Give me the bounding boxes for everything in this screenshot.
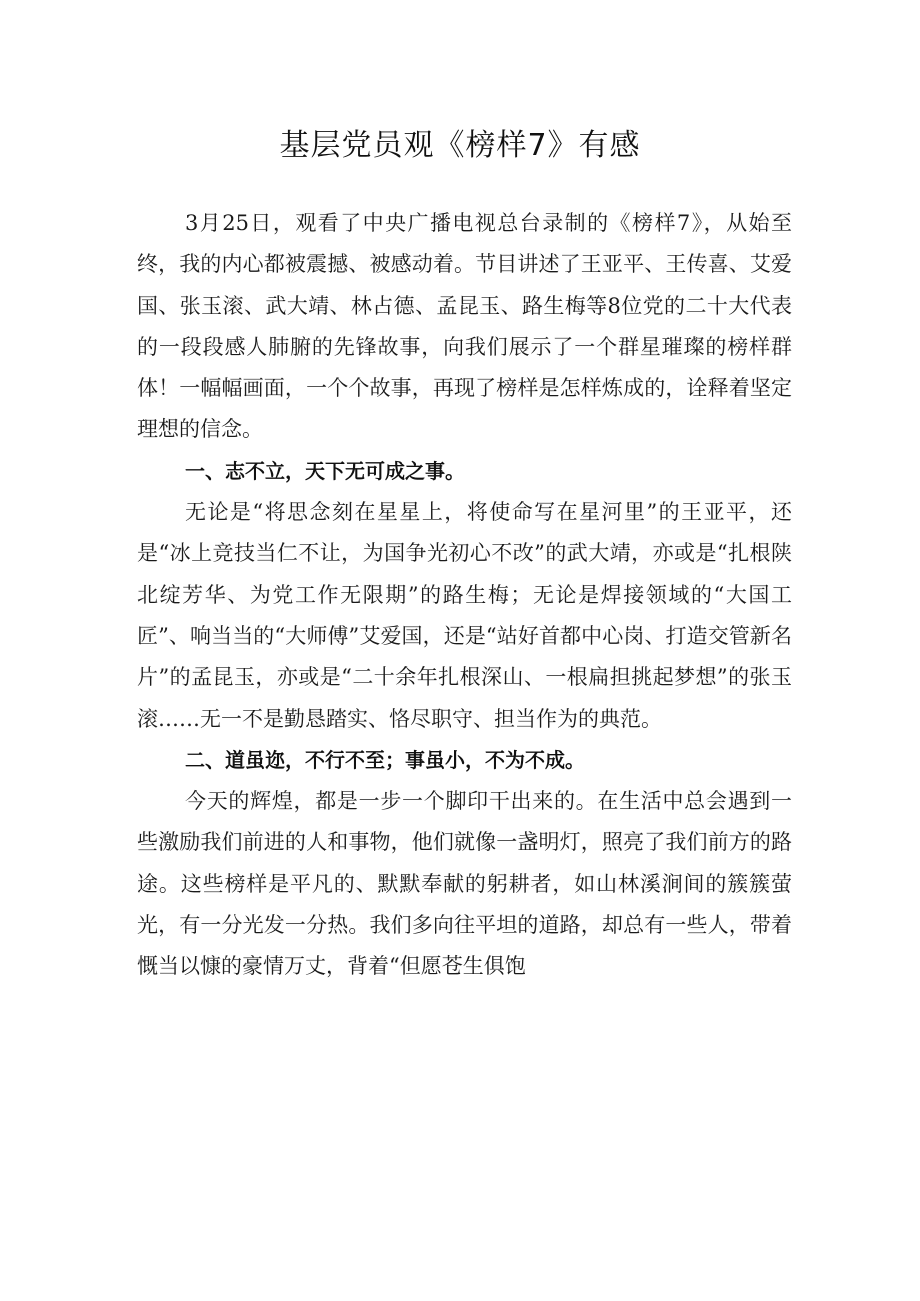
- document-body: [137, 203, 792, 988]
- paragraph-intro: 3月25日，观看了中央广播电视总台录制的《榜样7》，从始至终，我的内心都被震撼、被感动着。节目讲述了王亚平、王传喜、艾爱国、张玉滚、武大靖、林占德、孟昆玉、路生梅等8位党的二十大代表的一段段感人肺腑的先锋故事，向我们展示了一个群星璀璨的榜样群体！一幅幅画面，一个个故事，再现了榜样是怎样炼成的，诠释着坚定理想的信念。: [137, 211, 792, 442]
- document-title: 基层党员观《榜样7》有感: [279, 128, 641, 163]
- section-heading-1: 一、志不立，天下无可成之事。: [185, 458, 465, 483]
- section-heading-2: 二、道虽迩，不行不至；事虽小，不为不成。: [185, 747, 585, 772]
- paragraph-section-1: 无论是“将思念刻在星星上，将使命写在星河里”的王亚平，还是“冰上竞技当仁不让，为国争光初心不改”的武大靖，亦或是“扎根陕北绽芳华、为党工作无限期”的路生梅；无论是焊接领域的“大国工匠”、响当当的“大师傅”艾爱国，还是“站好首都中心岗、打造交管新名片”的孟昆玉，亦或是“二十余年扎根深山、一根扁担挑起梦想”的张玉滚……无一不是勤恳踏实、恪尽职守、担当作为的典范。: [137, 500, 792, 731]
- paragraph-section-2: 今天的辉煌，都是一步一个脚印干出来的。在生活中总会遇到一些激励我们前进的人和事物，他们就像一盏明灯，照亮了我们前方的路途。这些榜样是平凡的、默默奉献的躬耕者，如山林溪涧间的簇簇萤光，有一分光发一分热。我们多向往平坦的道路，却总有一些人，带着慨当以慷的豪情万丈，背着“但愿苍生俱饱: [137, 789, 792, 979]
